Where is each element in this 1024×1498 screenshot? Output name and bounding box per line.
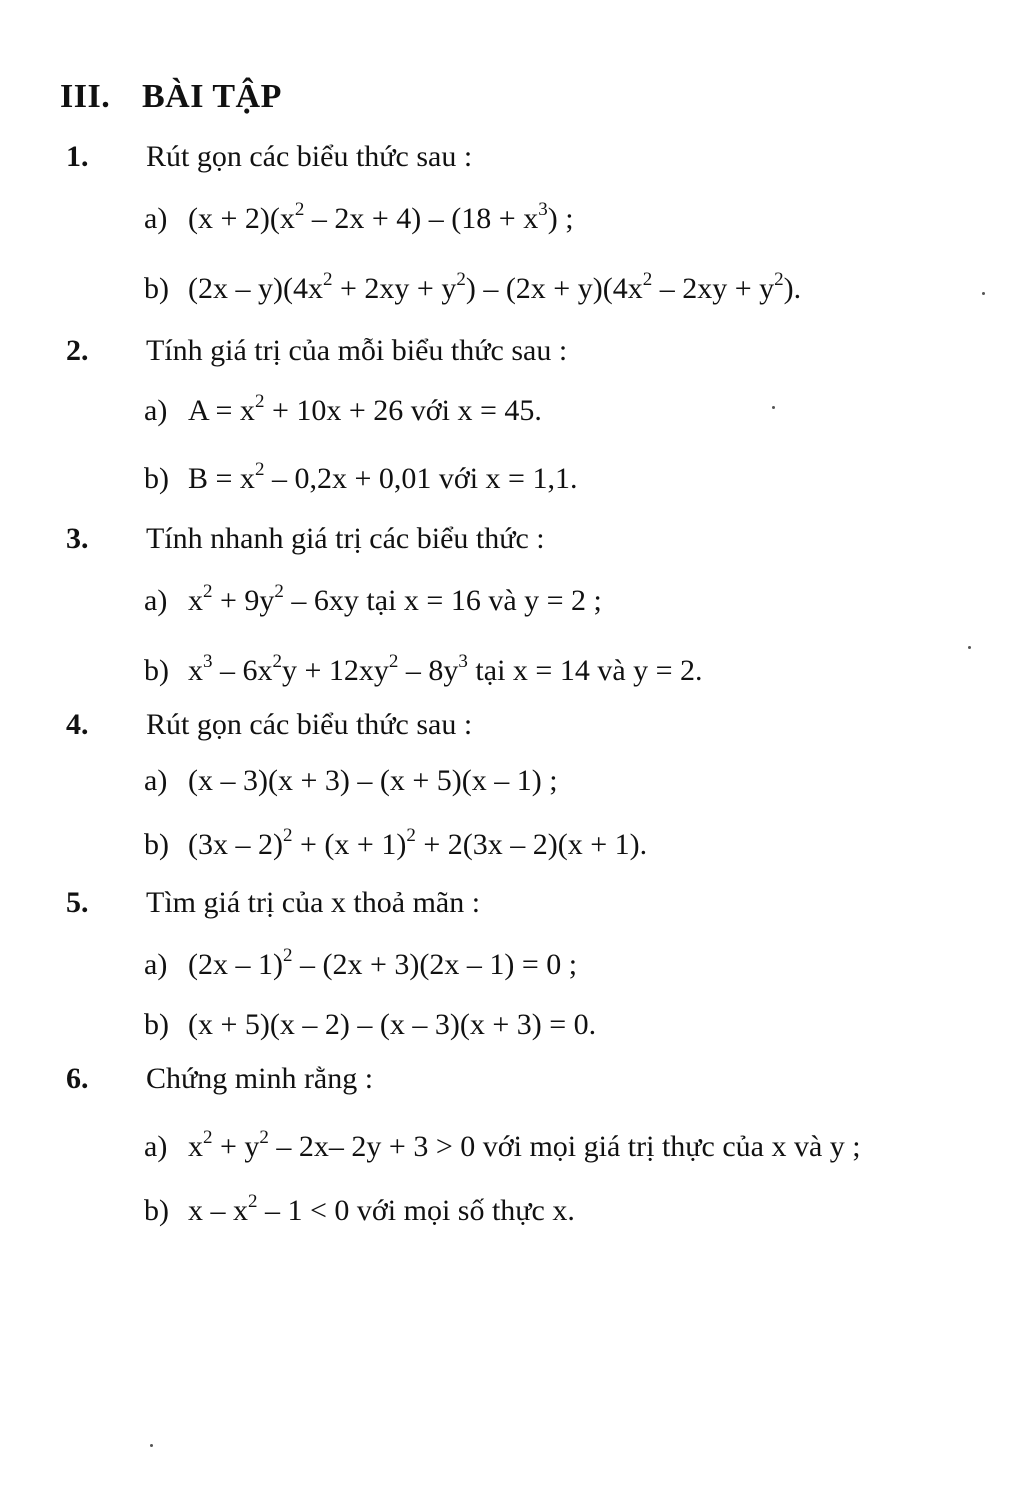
expression-text: – 2x + 4) – (18 + x: [304, 202, 539, 235]
exponent: 2: [274, 581, 284, 602]
expression-text: + 10x + 26 với x = 45.: [264, 394, 542, 427]
part-label: a): [144, 764, 168, 797]
question-number: 6.: [66, 1062, 89, 1095]
part-4b: [144, 825, 648, 862]
expression: [188, 269, 802, 305]
part-label: b): [144, 1194, 169, 1227]
question-text: Tìm giá trị của x thoả mãn :: [146, 886, 481, 919]
part-label: a): [144, 394, 168, 427]
part-6a: [144, 1127, 861, 1164]
question-number: 2.: [66, 334, 89, 367]
expression-text: (x + 2)(x: [188, 202, 295, 235]
part-2a: [144, 391, 542, 428]
expression: [188, 459, 578, 495]
part-label: a): [144, 584, 168, 617]
question-number: 5.: [66, 886, 89, 919]
expression: [188, 1191, 575, 1227]
expression: [188, 1127, 861, 1163]
exponent: 2: [282, 945, 293, 966]
expression-text: ) ;: [547, 202, 574, 235]
part-5b: [144, 1008, 596, 1042]
expression: [188, 764, 558, 797]
expression-text: x – x: [188, 1194, 248, 1227]
expression-text: B = x: [188, 462, 255, 495]
question-number: 3.: [66, 522, 89, 555]
expression: [188, 581, 602, 617]
scan-speck: [982, 292, 985, 295]
section-number: III.: [60, 78, 111, 115]
expression-text: x: [188, 584, 203, 617]
expression-text: (2x – y)(4x: [188, 272, 323, 305]
expression: [188, 391, 542, 427]
exponent: 2: [254, 391, 265, 412]
scan-speck: [150, 1444, 153, 1447]
part-label: b): [144, 654, 169, 687]
exponent: 2: [254, 459, 265, 480]
expression-text: – 6x: [212, 654, 273, 687]
expression-text: – 2x– 2y + 3 > 0 với mọi giá trị thực của x và y ;: [268, 1130, 861, 1163]
part-1a: [144, 199, 574, 236]
expression-text: + (x + 1): [292, 828, 407, 861]
question-number: 1.: [66, 140, 89, 173]
expression-text: ) – (2x + y)(4x: [465, 272, 643, 305]
expression-text: y + 12xy: [282, 654, 389, 687]
exponent: 2: [272, 651, 282, 672]
exponent: 3: [203, 651, 213, 672]
expression-text: + y: [212, 1130, 260, 1163]
expression: [188, 199, 574, 235]
expression-text: – 2xy + y: [652, 272, 775, 305]
expression-text: x: [188, 1130, 203, 1163]
expression-text: (x – 3)(x + 3) – (x + 5)(x – 1) ;: [188, 764, 558, 797]
exponent: 2: [282, 825, 293, 846]
expression-text: ).: [783, 272, 802, 305]
section-heading: [60, 78, 282, 116]
question-number: 4.: [66, 708, 89, 741]
part-label: b): [144, 828, 169, 861]
expression-text: (3x – 2): [188, 828, 283, 861]
question-text: Tính nhanh giá trị các biểu thức :: [146, 522, 545, 555]
expression-text: A = x: [188, 394, 255, 427]
expression-text: – 0,2x + 0,01 với x = 1,1.: [264, 462, 578, 495]
exponent: 2: [406, 825, 416, 846]
question-text: Rút gọn các biểu thức sau :: [146, 708, 473, 741]
expression: [188, 651, 703, 687]
question-text: Tính giá trị của mỗi biểu thức sau :: [146, 334, 568, 367]
part-2b: [144, 459, 578, 496]
expression-text: – 1 < 0 với mọi số thực x.: [257, 1194, 575, 1227]
part-3a: [144, 581, 602, 618]
part-label: a): [144, 202, 168, 235]
expression: [188, 1008, 596, 1041]
expression: [188, 825, 648, 861]
part-label: a): [144, 948, 168, 981]
part-label: b): [144, 462, 169, 495]
part-label: b): [144, 1008, 169, 1041]
expression-text: (2x – 1): [188, 948, 283, 981]
question-text: Chứng minh rằng :: [146, 1062, 374, 1095]
part-3b: [144, 651, 703, 688]
exponent: 2: [642, 269, 653, 290]
exponent: 2: [322, 269, 333, 290]
exponent: 2: [203, 1127, 213, 1148]
expression: [188, 945, 578, 981]
exponent: 3: [458, 651, 468, 672]
part-1b: [144, 269, 802, 306]
expression-text: (x + 5)(x – 2) – (x – 3)(x + 3) = 0.: [188, 1008, 597, 1041]
exponent: 2: [203, 581, 213, 602]
expression-text: + 2xy + y: [332, 272, 457, 305]
scan-speck: [968, 646, 971, 649]
expression-text: – 8y: [398, 654, 459, 687]
question-text: Rút gọn các biểu thức sau :: [146, 140, 473, 173]
part-4a: [144, 764, 558, 798]
part-label: b): [144, 272, 169, 305]
exponent: 2: [259, 1127, 269, 1148]
exponent: 2: [774, 269, 784, 290]
exponent: 2: [248, 1191, 258, 1212]
expression-text: x: [188, 654, 203, 687]
scan-speck: [772, 406, 775, 409]
section-title: BÀI TẬP: [142, 78, 282, 115]
part-label: a): [144, 1130, 168, 1163]
exponent: 2: [388, 651, 399, 672]
exponent: 2: [456, 269, 466, 290]
exponent: 3: [538, 199, 548, 220]
part-5a: [144, 945, 578, 982]
expression-text: – 6xy tại x = 16 và y = 2 ;: [283, 584, 602, 617]
expression-text: tại x = 14 và y = 2.: [467, 654, 703, 687]
expression-text: – (2x + 3)(2x – 1) = 0 ;: [292, 948, 578, 981]
part-6b: [144, 1191, 575, 1228]
expression-text: + 9y: [212, 584, 275, 617]
exponent: 2: [294, 199, 305, 220]
expression-text: + 2(3x – 2)(x + 1).: [415, 828, 648, 861]
